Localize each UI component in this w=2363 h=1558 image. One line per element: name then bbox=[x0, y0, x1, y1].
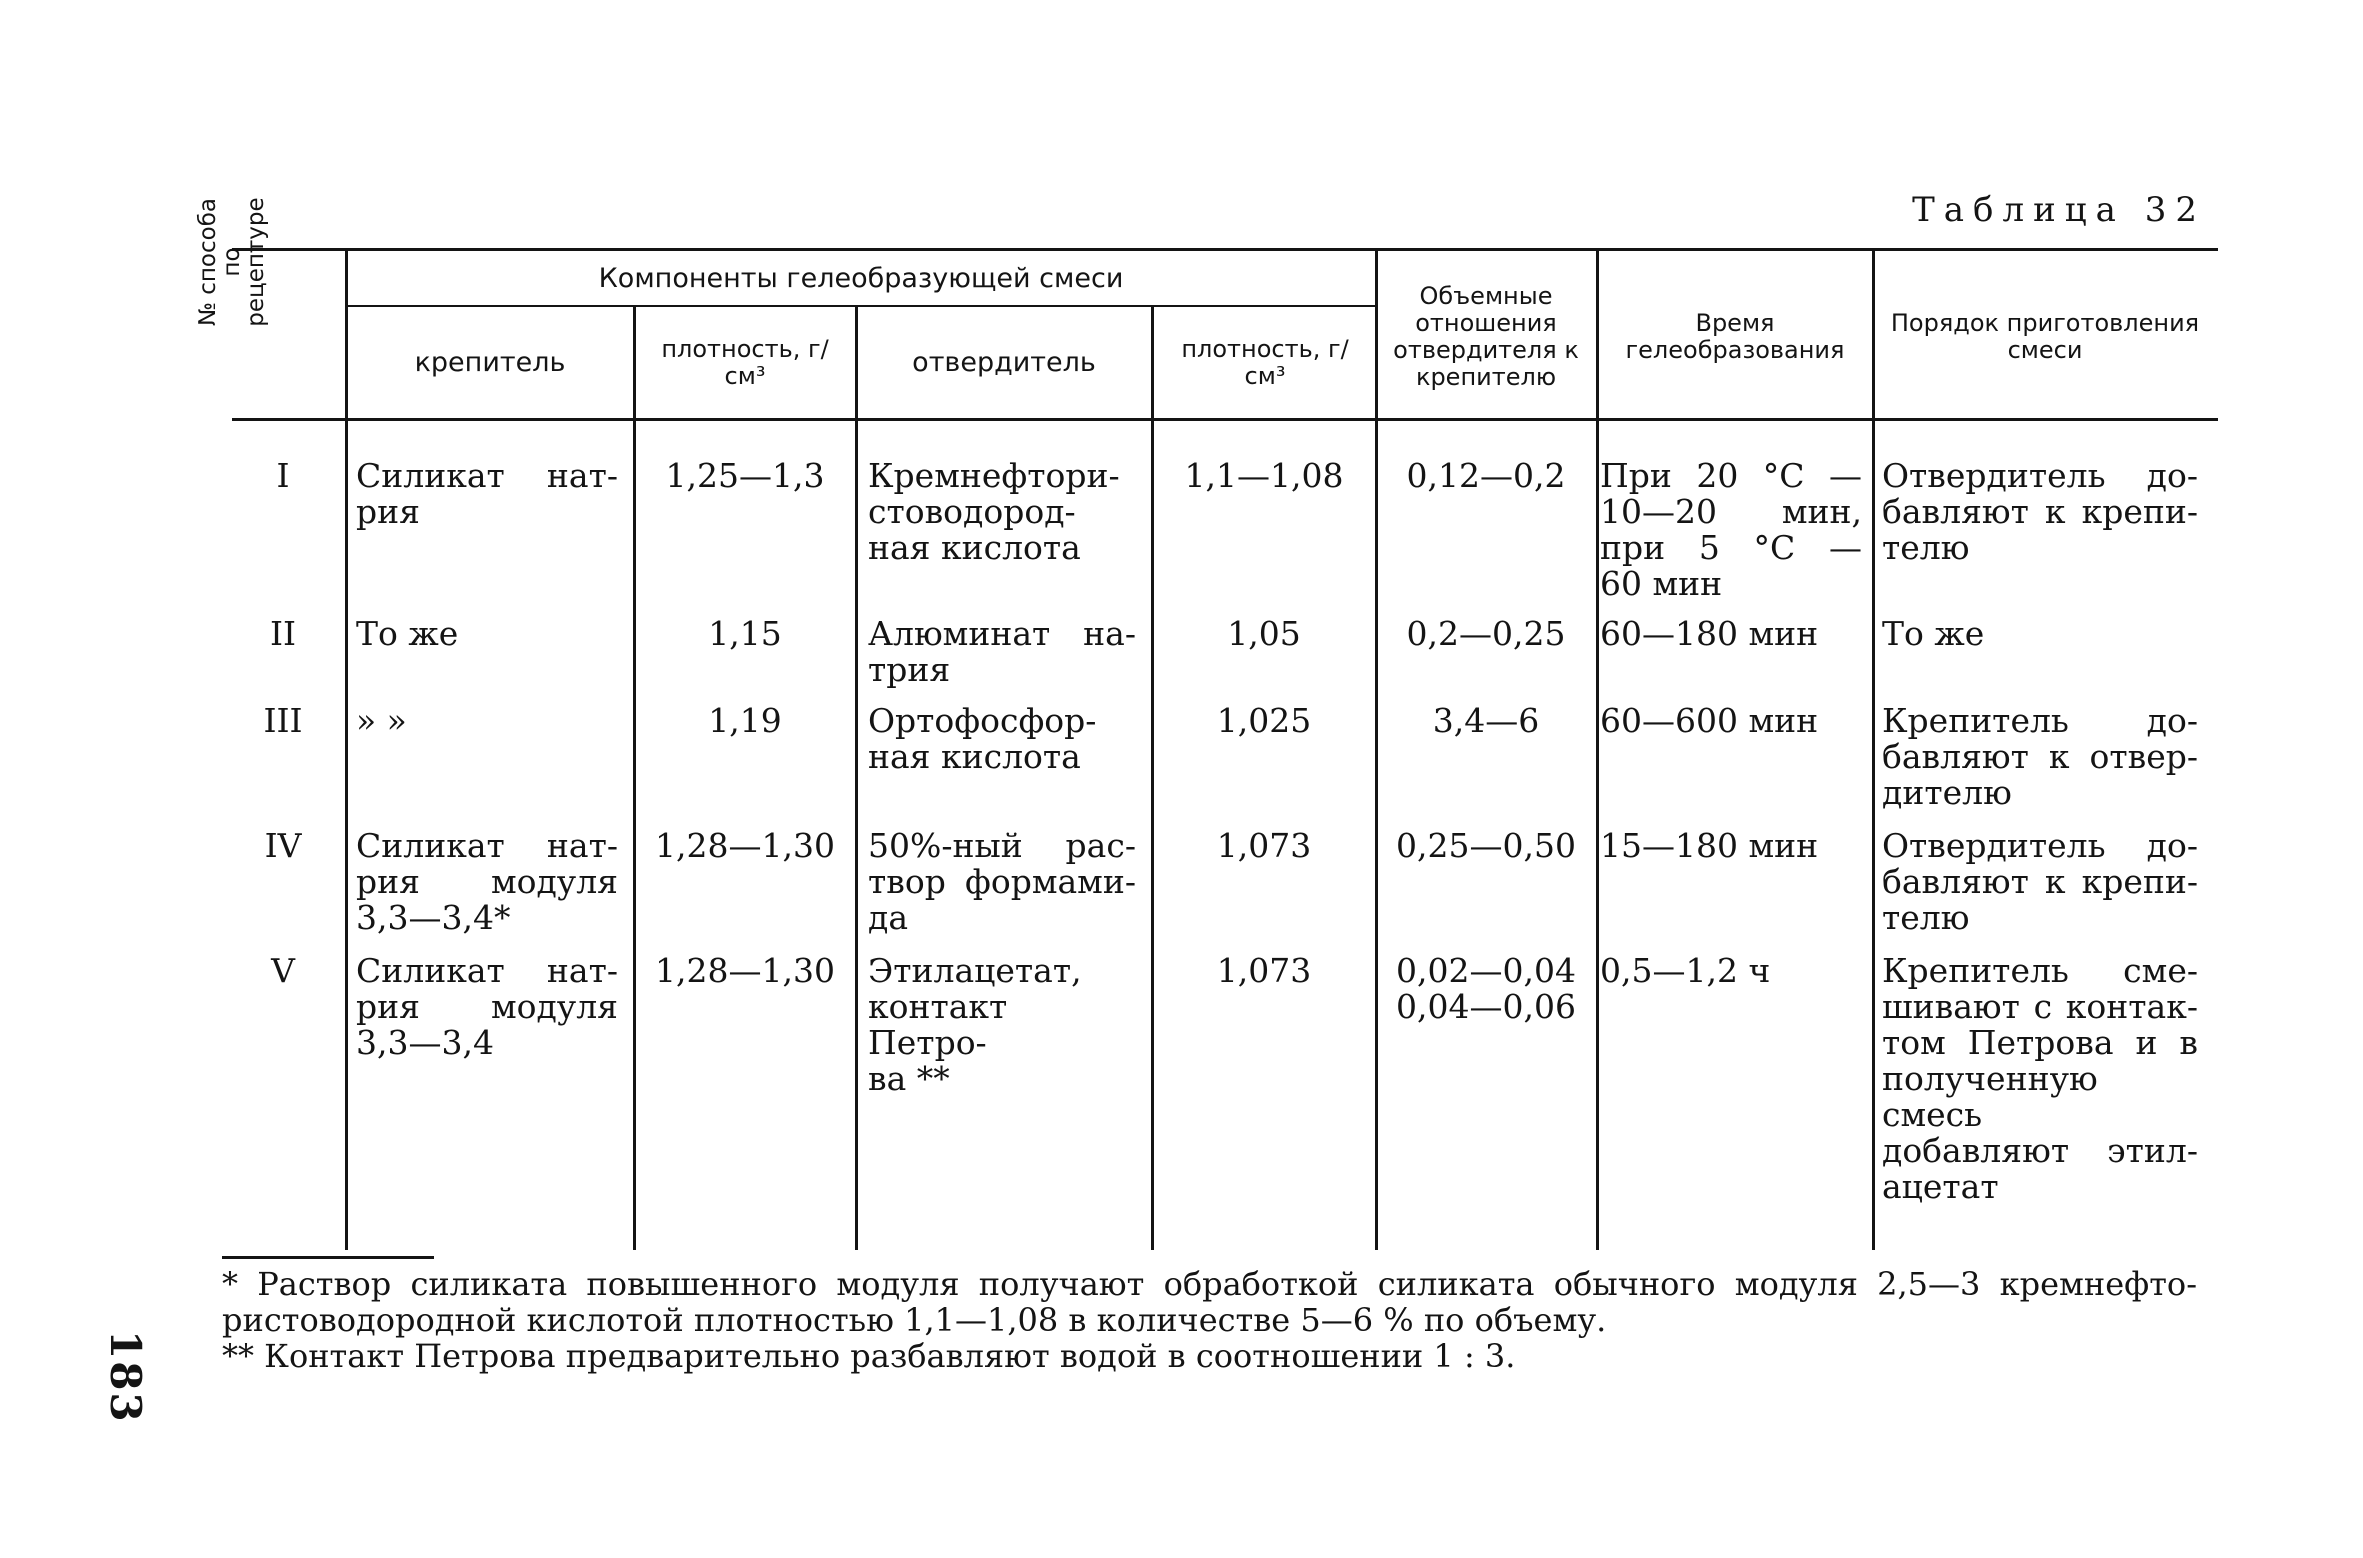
procedure-cell bbox=[1882, 458, 2198, 566]
procedure-cell-line: добавляют этил- bbox=[1882, 1131, 2198, 1170]
binder-cell bbox=[356, 703, 618, 739]
procedure-cell-line: бавляют к отвер- bbox=[1882, 737, 2198, 776]
header-binder: крепитель bbox=[414, 346, 566, 378]
column-divider bbox=[855, 306, 858, 1250]
binder-density-cell-line: 1,28—1,30 bbox=[655, 826, 835, 865]
binder-cell bbox=[356, 458, 618, 530]
procedure-cell-line: То же bbox=[1882, 614, 1985, 653]
ratio-cell-line: 0,25—0,50 bbox=[1396, 826, 1576, 865]
binder-cell-line: 3,3—3,4 bbox=[356, 1023, 494, 1062]
hardener-cell-line: Этилацетат, bbox=[868, 951, 1082, 990]
row-number-line: III bbox=[263, 701, 303, 740]
column-divider bbox=[1596, 250, 1599, 1250]
hardener-cell-line: твор формами- bbox=[868, 862, 1136, 901]
ratio-cell-line: 0,2—0,25 bbox=[1406, 614, 1566, 653]
header-gel-time: Время гелеобразования bbox=[1625, 309, 1845, 364]
ratio-cell bbox=[1386, 828, 1586, 864]
gel-time-cell-line: 60—600 мин bbox=[1600, 701, 1819, 740]
hardener-density-cell-line: 1,073 bbox=[1216, 826, 1312, 865]
hardener-cell bbox=[868, 703, 1136, 775]
binder-density-cell-line: 1,19 bbox=[708, 701, 782, 740]
gel-time-cell-line: 10—20 мин, bbox=[1600, 492, 1862, 531]
ratio-cell-line: 0,12—0,2 bbox=[1406, 456, 1566, 495]
procedure-cell-line: Отвердитель до- bbox=[1882, 456, 2198, 495]
procedure-cell-line: шивают с контак- bbox=[1882, 987, 2198, 1026]
binder-density-cell bbox=[645, 953, 845, 989]
row-number-line: V bbox=[271, 951, 295, 990]
header-components-group: Компоненты гелеобразующей смеси bbox=[598, 262, 1124, 294]
binder-cell-line: 3,3—3,4* bbox=[356, 898, 511, 937]
footnote-separator bbox=[222, 1256, 434, 1259]
hardener-cell bbox=[868, 458, 1136, 566]
row-number bbox=[248, 703, 318, 739]
hardener-cell bbox=[868, 616, 1136, 688]
gel-time-cell-line: 0,5—1,2 ч bbox=[1600, 951, 1771, 990]
hardener-density-cell-line: 1,05 bbox=[1227, 614, 1301, 653]
hardener-cell bbox=[868, 828, 1136, 936]
hardener-density-cell bbox=[1168, 616, 1360, 652]
column-divider bbox=[1872, 250, 1875, 1250]
procedure-cell-line: телю bbox=[1882, 528, 1970, 567]
hardener-cell-line: да bbox=[868, 898, 908, 937]
ratio-cell bbox=[1386, 703, 1586, 739]
hardener-density-cell bbox=[1168, 953, 1360, 989]
column-divider bbox=[633, 306, 636, 1250]
ratio-cell-line: 0,04—0,06 bbox=[1396, 987, 1576, 1026]
hardener-cell-line: трия bbox=[868, 650, 951, 689]
row-number bbox=[248, 616, 318, 652]
hardener-cell-line: ная кислота bbox=[868, 528, 1081, 567]
header-density-hardener: плотность, г/см³ bbox=[1181, 335, 1349, 390]
hardener-density-cell bbox=[1168, 703, 1360, 739]
row-number-line: II bbox=[269, 614, 297, 653]
ratio-cell bbox=[1386, 953, 1586, 1025]
hardener-cell-line: 50%-ный рас- bbox=[868, 826, 1136, 865]
binder-density-cell bbox=[645, 828, 845, 864]
binder-cell-line: Силикат нат- bbox=[356, 826, 618, 865]
row-number-line: IV bbox=[264, 826, 302, 865]
ratio-cell-line: 0,02—0,04 bbox=[1396, 951, 1576, 990]
gel-time-cell-line: 60 мин bbox=[1600, 564, 1723, 603]
binder-density-cell-line: 1,25—1,3 bbox=[665, 456, 825, 495]
procedure-cell-line: бавляют к крепи- bbox=[1882, 492, 2198, 531]
binder-density-cell-line: 1,15 bbox=[708, 614, 782, 653]
gel-time-cell bbox=[1600, 458, 1862, 602]
gel-time-cell bbox=[1600, 953, 1862, 989]
hardener-cell-line: стоводород- bbox=[868, 492, 1076, 531]
binder-cell-line: рия bbox=[356, 492, 420, 531]
table-title: Таблица 32 bbox=[1912, 190, 2206, 230]
header-density-binder: плотность, г/см³ bbox=[661, 335, 829, 390]
binder-cell bbox=[356, 953, 618, 1061]
procedure-cell-line: Крепитель сме- bbox=[1882, 951, 2198, 990]
hardener-density-cell-line: 1,1—1,08 bbox=[1184, 456, 1344, 495]
header-method-number: № способа по рецептуре bbox=[194, 197, 270, 327]
binder-cell-line: рия модуля bbox=[356, 862, 618, 901]
column-divider bbox=[1375, 250, 1378, 1250]
gel-time-cell-line: При 20 °С — bbox=[1600, 456, 1862, 495]
ratio-cell bbox=[1386, 458, 1586, 494]
hardener-cell-line: Ортофосфор- bbox=[868, 701, 1097, 740]
hardener-density-cell-line: 1,073 bbox=[1216, 951, 1312, 990]
procedure-cell-line: Крепитель до- bbox=[1882, 701, 2198, 740]
procedure-cell bbox=[1882, 953, 2198, 1205]
page-number: 183 bbox=[101, 1330, 150, 1424]
hardener-cell-line: ная кислота bbox=[868, 737, 1081, 776]
column-divider bbox=[1151, 306, 1154, 1250]
binder-density-cell bbox=[645, 616, 845, 652]
procedure-cell-line: том Петрова и в bbox=[1882, 1023, 2198, 1062]
hardener-density-cell bbox=[1168, 828, 1360, 864]
footnote-1: * Раствор силиката повышенного модуля получают обработкой силиката обычного модуля 2,5—3 кремнефто-ристоводородной кислотой плотностью 1,1—1,08 в количестве 5—6 % по объему. bbox=[222, 1265, 2197, 1339]
hardener-cell-line: ва ** bbox=[868, 1059, 950, 1098]
gel-time-cell-line: 15—180 мин bbox=[1600, 826, 1819, 865]
procedure-cell-line: бавляют к крепи- bbox=[1882, 862, 2198, 901]
hardener-density-cell-line: 1,025 bbox=[1216, 701, 1312, 740]
procedure-cell bbox=[1882, 616, 2198, 652]
footnote-2: ** Контакт Петрова предварительно разбавляют водой в соотношении 1 : 3. bbox=[222, 1337, 1516, 1375]
gel-time-cell bbox=[1600, 828, 1862, 864]
ratio-cell bbox=[1386, 616, 1586, 652]
binder-density-cell bbox=[645, 703, 845, 739]
row-number bbox=[248, 458, 318, 494]
binder-cell-line: » » bbox=[356, 701, 407, 740]
hardener-cell-line: контакт Петро- bbox=[868, 987, 1008, 1062]
row-number-line: I bbox=[276, 456, 290, 495]
binder-cell bbox=[356, 616, 618, 652]
binder-density-cell-line: 1,28—1,30 bbox=[655, 951, 835, 990]
binder-cell-line: Силикат нат- bbox=[356, 951, 618, 990]
row-number bbox=[248, 828, 318, 864]
binder-density-cell bbox=[645, 458, 845, 494]
procedure-cell bbox=[1882, 828, 2198, 936]
row-number bbox=[248, 953, 318, 989]
procedure-cell-line: телю bbox=[1882, 898, 1970, 937]
procedure-cell-line: ацетат bbox=[1882, 1167, 1999, 1206]
procedure-cell-line: полученную смесь bbox=[1882, 1059, 2098, 1134]
gel-time-cell bbox=[1600, 616, 1862, 652]
binder-cell-line: рия модуля bbox=[356, 987, 618, 1026]
gel-time-cell-line: при 5 °С — bbox=[1600, 528, 1862, 567]
header-hardener: отвердитель bbox=[912, 346, 1096, 378]
gel-time-cell bbox=[1600, 703, 1862, 739]
gel-time-cell-line: 60—180 мин bbox=[1600, 614, 1819, 653]
components-group-rule bbox=[347, 305, 1377, 307]
binder-cell bbox=[356, 828, 618, 936]
hardener-cell-line: Алюминат на- bbox=[868, 614, 1136, 653]
ratio-cell-line: 3,4—6 bbox=[1432, 701, 1540, 740]
binder-cell-line: То же bbox=[356, 614, 459, 653]
procedure-cell bbox=[1882, 703, 2198, 811]
header-bottom-rule bbox=[232, 418, 2218, 421]
hardener-cell-line: Кремнефтори- bbox=[868, 456, 1120, 495]
header-procedure: Порядок приготовления смеси bbox=[1890, 309, 2200, 364]
table-top-rule bbox=[232, 248, 2218, 251]
hardener-density-cell bbox=[1168, 458, 1360, 494]
procedure-cell-line: Отвердитель до- bbox=[1882, 826, 2198, 865]
header-volume-ratio: Объемные отношения отвердителя к крепителю bbox=[1393, 282, 1579, 391]
hardener-cell bbox=[868, 953, 1136, 1097]
binder-cell-line: Силикат нат- bbox=[356, 456, 618, 495]
procedure-cell-line: дителю bbox=[1882, 773, 2012, 812]
